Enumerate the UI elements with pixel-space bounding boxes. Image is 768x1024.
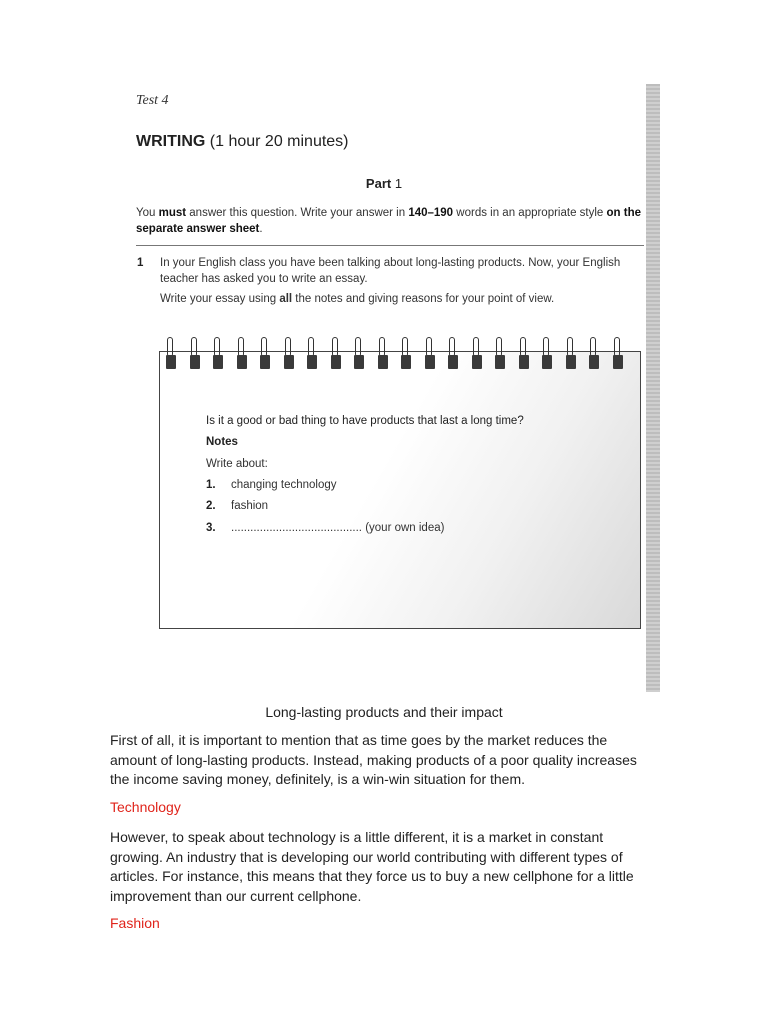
ring-hole	[425, 355, 435, 369]
writing-title-duration: (1 hour 20 minutes)	[205, 133, 349, 150]
ring-loop	[261, 337, 267, 357]
notepad-item-number: 1.	[206, 479, 216, 491]
notepad-item-number: 2.	[206, 500, 216, 512]
spiral-ring	[284, 337, 294, 371]
instruction-part: .	[259, 223, 263, 235]
write-essay-instruction	[160, 291, 640, 307]
spiral-ring	[237, 337, 247, 371]
notepad-notes-label: Notes	[206, 436, 238, 448]
part-word: Part	[365, 176, 395, 191]
essay-title: Long-lasting products and their impact	[265, 704, 503, 720]
ring-loop	[543, 337, 549, 357]
ring-loop	[332, 337, 338, 357]
spiral-binding	[166, 337, 636, 371]
ring-hole	[519, 355, 529, 369]
essay-paragraph-technology: However, to speak about technology is a little different, it is a market in constant growing. An industry that is developing our world contributing with different types of articles. For instance, this means that they force us to buy a new cellphone for a little improvement than our current cellphone.	[110, 829, 634, 904]
part-number: 1	[394, 176, 403, 191]
ring-loop	[590, 337, 596, 357]
writing-title-bold: WRITING	[136, 133, 206, 150]
ring-loop	[214, 337, 220, 357]
instruction-part: answer this question. Write your answer in	[186, 207, 409, 219]
notepad-item	[206, 522, 444, 534]
write-line-all: all	[279, 293, 293, 305]
ring-hole	[260, 355, 270, 369]
divider-rule	[136, 245, 644, 246]
ring-loop	[449, 337, 455, 357]
ring-loop	[238, 337, 244, 357]
spiral-ring	[472, 337, 482, 371]
ring-hole	[237, 355, 247, 369]
spiral-ring	[354, 337, 364, 371]
ring-loop	[567, 337, 573, 357]
ring-hole	[495, 355, 505, 369]
ring-hole	[542, 355, 552, 369]
test-label: Test 4	[136, 93, 169, 108]
ring-hole	[284, 355, 294, 369]
notepad-item	[206, 479, 337, 491]
notepad-question: Is it a good or bad thing to have products that last a long time?	[206, 415, 524, 427]
instruction-part: You	[136, 207, 159, 219]
ring-hole	[613, 355, 623, 369]
notepad-item-number: 3.	[206, 522, 216, 534]
spiral-ring	[613, 337, 623, 371]
ring-hole	[566, 355, 576, 369]
question-number: 1	[137, 257, 144, 269]
ring-loop	[473, 337, 479, 357]
ring-hole	[307, 355, 317, 369]
ring-hole	[166, 355, 176, 369]
ring-hole	[331, 355, 341, 369]
spiral-ring	[260, 337, 270, 371]
ring-hole	[213, 355, 223, 369]
instruction-part: words in an appropriate style	[453, 207, 607, 219]
instruction-must: must	[158, 207, 187, 219]
heading-fashion: Fashion	[110, 915, 160, 931]
spiral-ring	[448, 337, 458, 371]
spiral-ring	[401, 337, 411, 371]
spiral-ring	[331, 337, 341, 371]
spiral-ring	[378, 337, 388, 371]
ring-loop	[167, 337, 173, 357]
writing-section-title	[136, 133, 349, 151]
ring-hole	[401, 355, 411, 369]
ring-loop	[614, 337, 620, 357]
ring-loop	[355, 337, 361, 357]
write-line-part: the notes and giving reasons for your point of view.	[292, 293, 555, 305]
spiral-ring	[425, 337, 435, 371]
spiral-ring	[190, 337, 200, 371]
spiral-ring	[213, 337, 223, 371]
ring-hole	[354, 355, 364, 369]
spiral-ring	[566, 337, 576, 371]
ring-loop	[379, 337, 385, 357]
write-line-part: Write your essay using	[160, 293, 280, 305]
ring-hole	[472, 355, 482, 369]
ring-hole	[190, 355, 200, 369]
ring-loop	[496, 337, 502, 357]
notepad-item-text: ......................................... (your own idea)	[231, 522, 445, 534]
spiral-ring	[495, 337, 505, 371]
ring-loop	[308, 337, 314, 357]
notepad-item-text: fashion	[231, 500, 269, 512]
instruction-word-count: 140–190	[408, 207, 454, 219]
ring-loop	[285, 337, 291, 357]
ring-hole	[448, 355, 458, 369]
part-title	[0, 176, 768, 191]
spiral-ring	[542, 337, 552, 371]
spiral-ring	[589, 337, 599, 371]
ring-loop	[520, 337, 526, 357]
ring-loop	[402, 337, 408, 357]
essay-paragraph-intro: First of all, it is important to mention that as time goes by the market reduces the amount of long-lasting products. Instead, making products of a poor quality increases the income saving money, definitely, is a win-win situation for them.	[110, 732, 637, 787]
spiral-ring	[166, 337, 176, 371]
notepad-item-text: changing technology	[231, 479, 337, 491]
ring-loop	[191, 337, 197, 357]
ring-loop	[426, 337, 432, 357]
notepad-item	[206, 500, 268, 512]
question-text: In your English class you have been talking about long-lasting products. Now, your English teacher has asked you to write an essay.	[160, 257, 621, 285]
heading-technology: Technology	[110, 799, 181, 815]
spiral-ring	[307, 337, 317, 371]
ring-hole	[378, 355, 388, 369]
notepad-write-about: Write about:	[206, 458, 268, 470]
spiral-ring	[519, 337, 529, 371]
ring-hole	[589, 355, 599, 369]
instruction-answer-sheet: on the separate answer sheet	[136, 207, 642, 235]
instruction-text	[136, 205, 646, 237]
